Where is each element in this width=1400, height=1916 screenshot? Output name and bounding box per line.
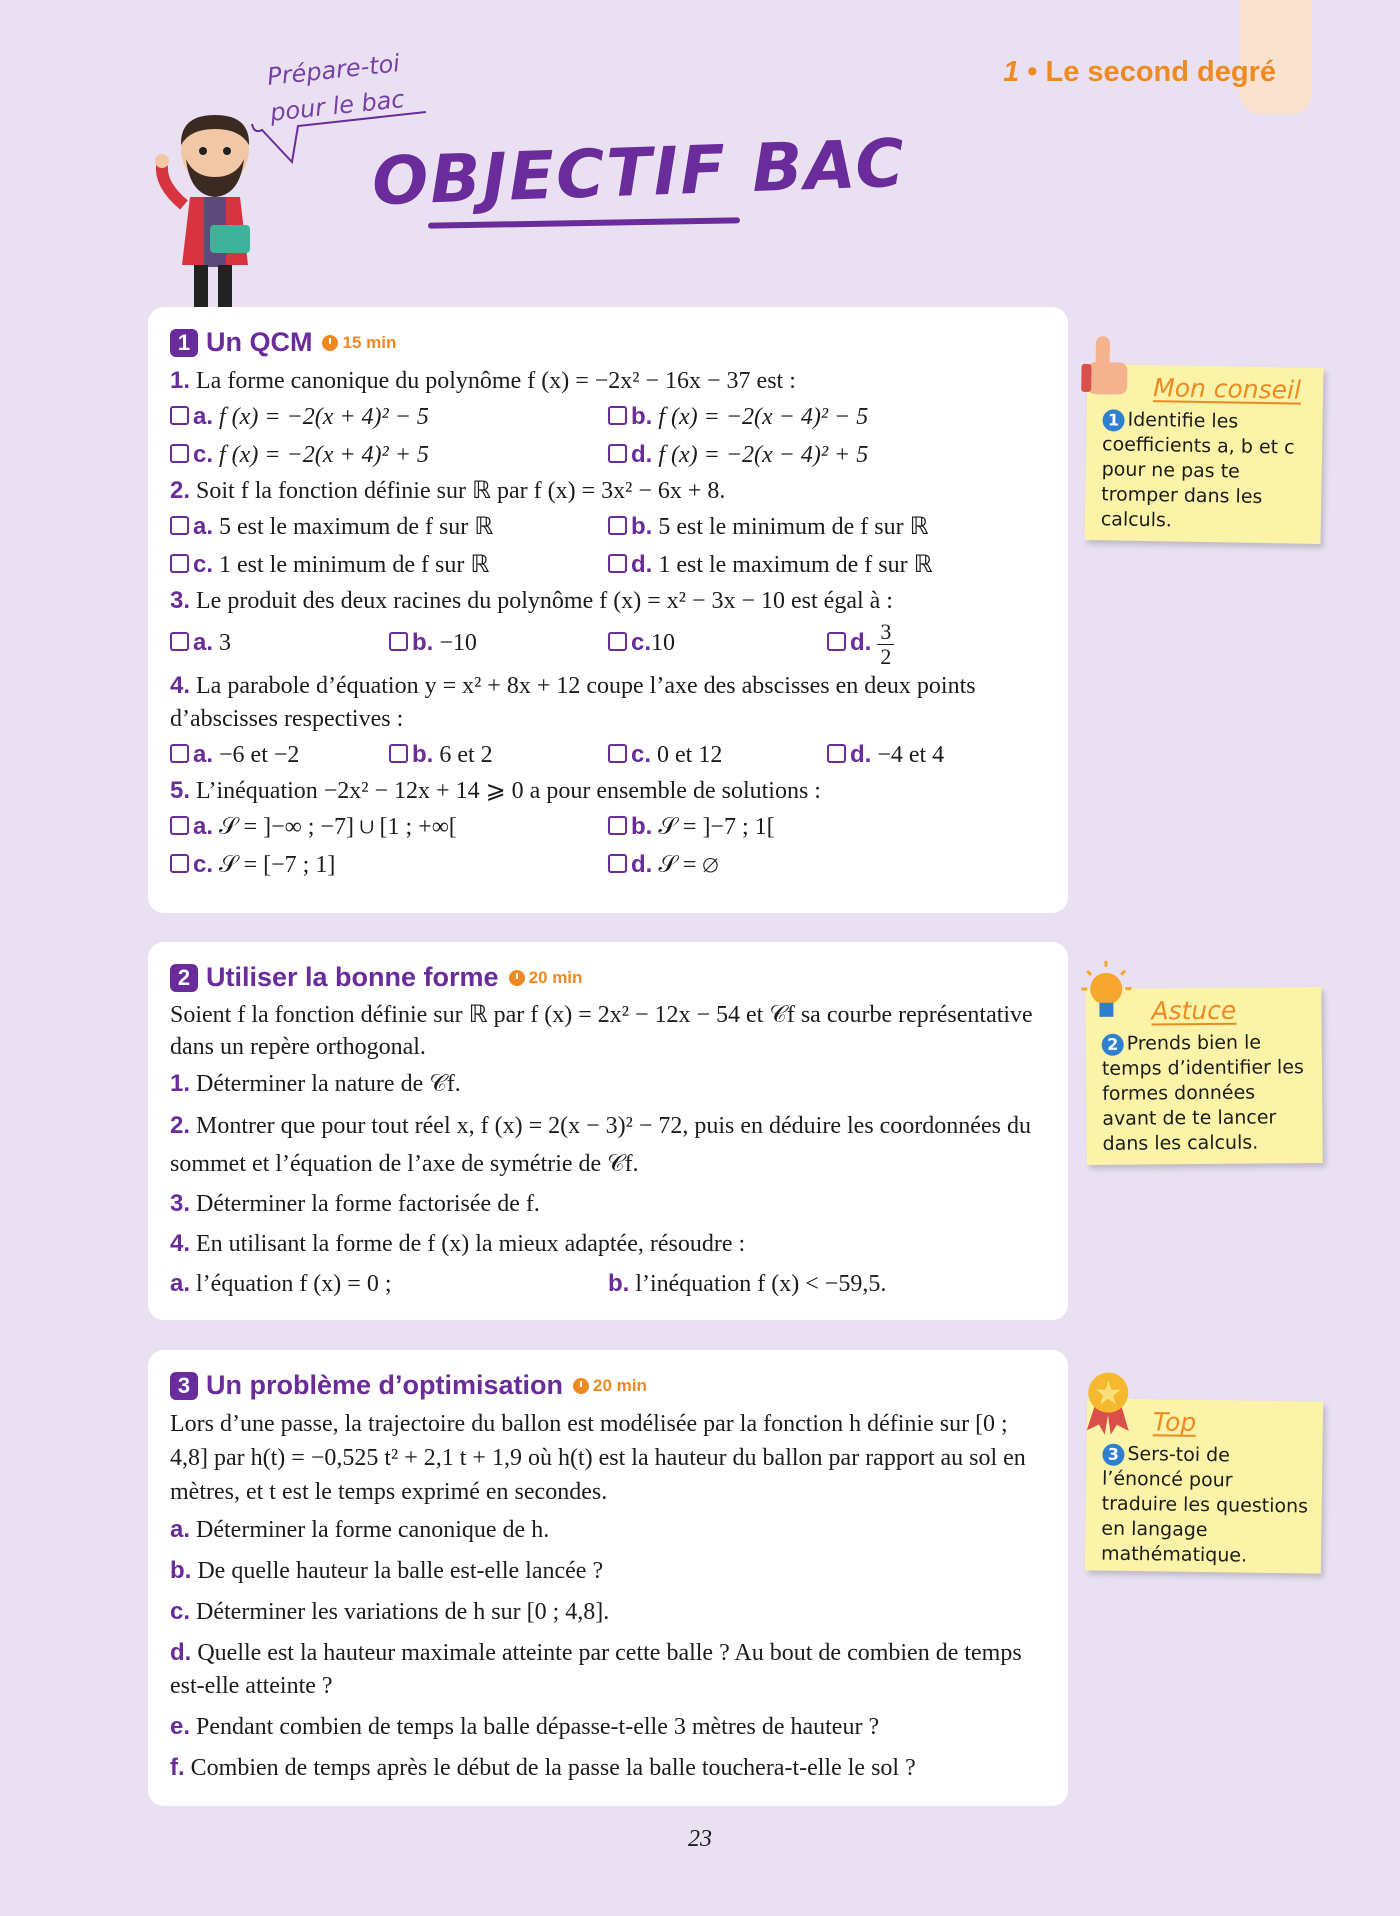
- checkbox-icon[interactable]: [170, 406, 189, 425]
- answer-option[interactable]: c. 1 est le minimum de f sur ℝ: [170, 546, 608, 584]
- clock-icon: [322, 335, 338, 351]
- answer-option[interactable]: b. 5 est le minimum de f sur ℝ: [608, 508, 1046, 546]
- title-underline: [428, 217, 740, 228]
- sub-question: a. l’équation f (x) = 0 ;: [170, 1270, 392, 1297]
- checkbox-icon[interactable]: [170, 744, 189, 763]
- question: 3. Le produit des deux racines du polynôme f (x) = x² − 3x − 10 est égal à :: [170, 587, 893, 614]
- answer-option[interactable]: b. f (x) = −2(x − 4)² − 5: [608, 398, 1046, 436]
- note-text: 1 Identifie les coefficients a, b et c pour ne pas te tromper dans les calculs.: [1100, 408, 1295, 532]
- checkbox-icon[interactable]: [170, 444, 189, 463]
- speech-bubble-text: Prépare-toi pour le bac: [265, 49, 406, 127]
- answer-option[interactable]: d. 1 est le maximum de f sur ℝ: [608, 546, 1046, 584]
- answer-option[interactable]: a. 𝒮 = ]−∞ ; −7] ∪ [1 ; +∞[: [170, 808, 608, 846]
- checkbox-icon[interactable]: [608, 554, 627, 573]
- answer-option[interactable]: b. 6 et 2: [389, 736, 608, 774]
- answer-row: [170, 618, 1046, 669]
- note-conseil: Mon conseil 1 Identifie les coefficients a, b et c pour ne pas te tromper dans les calculs.: [1084, 364, 1323, 544]
- answer-option[interactable]: b. −10: [389, 618, 608, 669]
- checkbox-icon[interactable]: [608, 406, 627, 425]
- exercise-number: 3: [170, 1372, 198, 1400]
- timer: 15 min: [322, 333, 396, 353]
- question: d. Quelle est la hauteur maximale atteinte par cette balle ? Au bout de combien de temps est-elle atteinte ?: [170, 1639, 1022, 1699]
- exercise-3-title: 3 Un problème d’optimisation 20 min: [170, 1370, 1046, 1401]
- exercise-1-title: 1 Un QCM 15 min: [170, 327, 1046, 358]
- checkbox-icon[interactable]: [170, 516, 189, 535]
- question: e. Pendant combien de temps la balle dépasse-t-elle 3 mètres de hauteur ?: [170, 1713, 880, 1740]
- answer-row: [170, 846, 1046, 884]
- answer-row: [170, 808, 1046, 846]
- checkbox-icon[interactable]: [608, 444, 627, 463]
- exercise-intro: Soient f la fonction définie sur ℝ par f (x) = 2x² − 12x − 54 et 𝒞f sa courbe représentative dans un repère orthogonal.: [170, 1002, 1033, 1060]
- answer-row: [170, 398, 1046, 436]
- thumbs-up-icon: [1081, 334, 1134, 399]
- answer-row: [170, 736, 1046, 774]
- note-top: Top 3 Sers-toi de l’énoncé pour traduire les questions en langage mathématique.: [1085, 1398, 1323, 1573]
- checkbox-icon[interactable]: [170, 554, 189, 573]
- question: 4. La parabole d’équation y = x² + 8x + 12 coupe l’axe des abscisses en deux points d’abscisses respectives :: [170, 671, 976, 732]
- checkbox-icon[interactable]: [608, 632, 627, 651]
- question: 3. Déterminer la forme factorisée de f.: [170, 1190, 540, 1217]
- answer-option[interactable]: c. 𝒮 = [−7 ; 1]: [170, 846, 608, 884]
- question: 5. L’inéquation −2x² − 12x + 14 ⩾ 0 a pour ensemble de solutions :: [170, 776, 821, 804]
- answer-option[interactable]: c. 0 et 12: [608, 736, 827, 774]
- exercise-1-card: [148, 307, 1068, 913]
- exercise-2-title: 2 Utiliser la bonne forme 20 min: [170, 962, 1046, 993]
- note-text: 3 Sers-toi de l’énoncé pour traduire les questions en langage mathématique.: [1100, 1442, 1309, 1567]
- clock-icon: [573, 1378, 589, 1394]
- exercise-number: 1: [170, 329, 198, 357]
- page-number: 23: [688, 1826, 712, 1852]
- exercise-number: 2: [170, 964, 198, 992]
- question: a. Déterminer la forme canonique de h.: [170, 1516, 550, 1543]
- answer-option[interactable]: c. f (x) = −2(x + 4)² + 5: [170, 436, 608, 474]
- answer-option[interactable]: d. −4 et 4: [827, 736, 1046, 774]
- lightbulb-icon: [1079, 959, 1134, 1029]
- answer-row: [170, 508, 1046, 546]
- timer: 20 min: [509, 968, 583, 988]
- checkbox-icon[interactable]: [608, 816, 627, 835]
- answer-option[interactable]: a. 5 est le maximum de f sur ℝ: [170, 508, 608, 546]
- checkbox-icon[interactable]: [389, 632, 408, 651]
- answer-row: [170, 546, 1046, 584]
- checkbox-icon[interactable]: [608, 854, 627, 873]
- question: 4. En utilisant la forme de f (x) la mieux adaptée, résoudre :: [170, 1230, 746, 1257]
- answer-option[interactable]: d. f (x) = −2(x − 4)² + 5: [608, 436, 1046, 474]
- answer-option[interactable]: a. −6 et −2: [170, 736, 389, 774]
- note-text: 2 Prends bien le temps d’identifier les formes données avant de te lancer dans les calculs.: [1101, 1031, 1304, 1155]
- question: c. Déterminer les variations de h sur [0 ; 4,8].: [170, 1598, 610, 1625]
- exercise-2-card: [148, 942, 1068, 1320]
- checkbox-icon[interactable]: [608, 516, 627, 535]
- checkbox-icon[interactable]: [170, 632, 189, 651]
- question: 1. La forme canonique du polynôme f (x) = −2x² − 16x − 37 est :: [170, 367, 796, 394]
- answer-option[interactable]: a. 3: [170, 618, 389, 669]
- question: 1. Déterminer la nature de 𝒞f.: [170, 1070, 461, 1097]
- checkbox-icon[interactable]: [170, 816, 189, 835]
- answer-option[interactable]: b. 𝒮 = ]−7 ; 1[: [608, 808, 1046, 846]
- answer-row: [170, 1265, 1046, 1303]
- checkbox-icon[interactable]: [170, 854, 189, 873]
- sub-question: b. l’inéquation f (x) < −59,5.: [608, 1270, 887, 1297]
- question: 2. Montrer que pour tout réel x, f (x) = 2(x − 3)² − 72, puis en déduire les coordonnées du sommet et l’équation de l’axe de symétrie de 𝒞f.: [170, 1112, 1031, 1177]
- answer-option[interactable]: d. $\frac{3}{2}$: [827, 618, 1046, 669]
- question: b. De quelle hauteur la balle est-elle lancée ?: [170, 1557, 604, 1584]
- answer-option[interactable]: c.10: [608, 618, 827, 669]
- question: f. Combien de temps après le début de la passe la balle touchera-t-elle le sol ?: [170, 1754, 916, 1781]
- fraction: $\frac{3}{2}$: [877, 620, 894, 669]
- page-title: OBJECTIF BAC: [370, 124, 908, 221]
- answer-option[interactable]: a. f (x) = −2(x + 4)² − 5: [170, 398, 608, 436]
- answer-row: [170, 436, 1046, 474]
- checkbox-icon[interactable]: [608, 744, 627, 763]
- timer: 20 min: [573, 1376, 647, 1396]
- answer-option[interactable]: d. 𝒮 = ∅: [608, 846, 1046, 884]
- checkbox-icon[interactable]: [827, 632, 846, 651]
- checkbox-icon[interactable]: [389, 744, 408, 763]
- checkbox-icon[interactable]: [827, 744, 846, 763]
- exercise-3-card: [148, 1350, 1068, 1806]
- chapter-title: 1 • Le second degré: [1003, 56, 1276, 88]
- exercise-intro: Lors d’une passe, la trajectoire du ballon est modélisée par la fonction h définie sur [0 ; 4,8] par h(t) = −0,525 t² + 2,1 t + 1,9 où h(t) est la hauteur du ballon par rapport au sol en mètres, et t est le temps exprimé en secondes.: [170, 1411, 1026, 1505]
- note-astuce: Astuce 2 Prends bien le temps d’identifier les formes données avant de te lancer dans les calculs.: [1085, 987, 1323, 1165]
- question: 2. Soit f la fonction définie sur ℝ par f (x) = 3x² − 6x + 8.: [170, 477, 726, 504]
- clock-icon: [509, 970, 525, 986]
- medal-icon: [1081, 1368, 1136, 1439]
